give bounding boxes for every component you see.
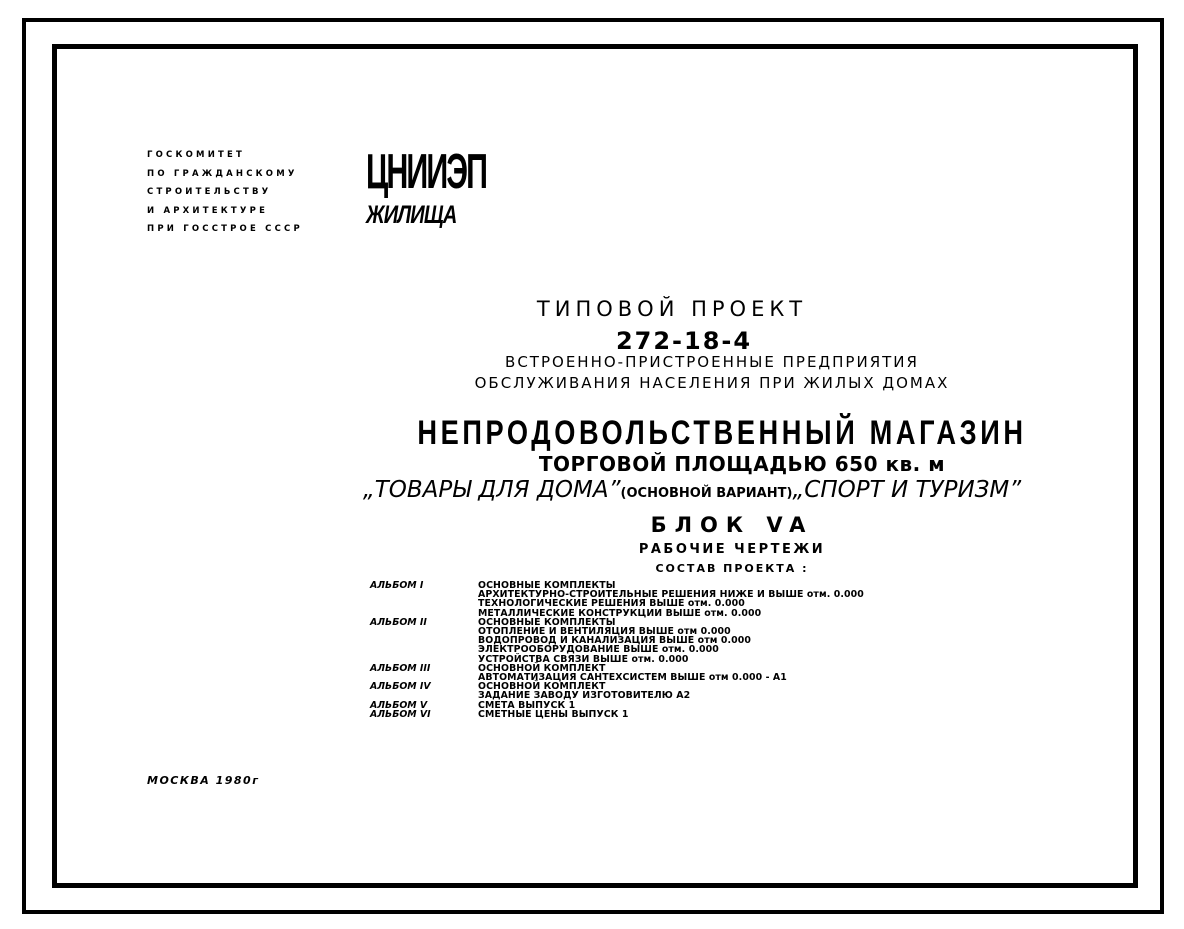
drawings-label: РАБОЧИЕ ЧЕРТЕЖИ xyxy=(638,542,826,557)
project-type: ТИПОВОЙ ПРОЕКТ xyxy=(536,297,808,321)
album-item: ТЕХНОЛОГИЧЕСКИЕ РЕШЕНИЯ ВЫШЕ отм. 0.000 xyxy=(478,598,745,610)
album-name: АЛЬБОМ IV xyxy=(370,681,431,693)
album-row xyxy=(370,581,864,618)
variants-line xyxy=(100,477,1184,503)
album-item: АРХИТЕКТУРНО-СТРОИТЕЛЬНЫЕ РЕШЕНИЯ НИЖЕ И ВЫШЕ отм. 0.000 xyxy=(478,589,864,601)
album-name: АЛЬБОМ V xyxy=(370,699,428,711)
album-item: ЗАДАНИЕ ЗАВОДУ ИЗГОТОВИТЕЛЮ А2 xyxy=(478,690,691,702)
committee-line: СТРОИТЕЛЬСТВУ xyxy=(147,187,272,197)
committee-line: ПО ГРАЖДАНСКОМУ xyxy=(147,168,298,179)
album-row xyxy=(370,710,864,719)
album-row xyxy=(370,618,864,664)
project-number: 272-18-4 xyxy=(615,327,753,355)
variant-alt: „СПОРТ И ТУРИЗМ” xyxy=(792,477,1022,503)
album-item: ЭЛЕКТРООБОРУДОВАНИЕ ВЫШЕ отм. 0.000 xyxy=(478,644,719,656)
committee-block xyxy=(147,146,303,239)
album-item: ОСНОВНОЙ КОМПЛЕКТ xyxy=(478,681,606,693)
album-name: АЛЬБОМ VI xyxy=(370,708,431,720)
album-item: СМЕТНЫЕ ЦЕНЫ ВЫПУСК 1 xyxy=(478,708,629,720)
committee-line: ГОСКОМИТЕТ xyxy=(147,150,246,160)
variant-main: „ТОВАРЫ ДЛЯ ДОМА” xyxy=(362,477,621,503)
footer-city-year: МОСКВА 1980г xyxy=(147,774,260,787)
album-row xyxy=(370,682,864,700)
album-item: ВОДОПРОВОД И КАНАЛИЗАЦИЯ ВЫШЕ отм 0.000 xyxy=(478,635,752,647)
album-item: СМЕТА ВЫПУСК 1 xyxy=(478,699,576,711)
album-item: ОТОПЛЕНИЕ И ВЕНТИЛЯЦИЯ ВЫШЕ отм 0.000 xyxy=(478,626,731,638)
album-item: ОСНОВНЫЕ КОМПЛЕКТЫ xyxy=(478,616,616,628)
album-item: АВТОМАТИЗАЦИЯ САНТЕХСИСТЕМ ВЫШЕ отм 0.000 - А1 xyxy=(478,672,787,684)
description-line: ОБСЛУЖИВАНИЯ НАСЕЛЕНИЯ ПРИ ЖИЛЫХ ДОМАХ xyxy=(474,374,950,392)
album-name: АЛЬБОМ II xyxy=(370,616,427,628)
album-name: АЛЬБОМ I xyxy=(370,580,424,591)
variant-note: (ОСНОВНОЙ ВАРИАНТ) xyxy=(620,486,793,501)
committee-line: ПРИ ГОССТРОЕ СССР xyxy=(147,224,303,234)
composition-label: СОСТАВ ПРОЕКТА : xyxy=(655,562,809,575)
area-line: ТОРГОВОЙ ПЛОЩАДЬЮ 650 кв. м xyxy=(538,452,946,476)
album-item: ОСНОВНОЙ КОМПЛЕКТ xyxy=(478,662,606,674)
albums-list xyxy=(370,581,864,719)
block-label: БЛОК VA xyxy=(650,513,814,537)
description-line: ВСТРОЕННО-ПРИСТРОЕННЫЕ ПРЕДПРИЯТИЯ xyxy=(505,353,919,371)
product-title: НЕПРОДОВОЛЬСТВЕННЫЙ МАГАЗИН xyxy=(417,414,1027,452)
album-item: МЕТАЛЛИЧЕСКИЕ КОНСТРУКЦИИ ВЫШЕ отм. 0.000 xyxy=(478,607,762,619)
org-subtitle: ЖИЛИЩА xyxy=(366,201,457,229)
committee-line: И АРХИТЕКТУРЕ xyxy=(147,205,269,216)
album-item: УСТРОЙСТВА СВЯЗИ ВЫШЕ отм. 0.000 xyxy=(478,653,689,665)
album-row xyxy=(370,664,864,682)
album-item: ОСНОВНЫЕ КОМПЛЕКТЫ xyxy=(478,580,616,591)
org-name: ЦНИИЭП xyxy=(366,145,487,199)
album-name: АЛЬБОМ III xyxy=(370,662,431,674)
